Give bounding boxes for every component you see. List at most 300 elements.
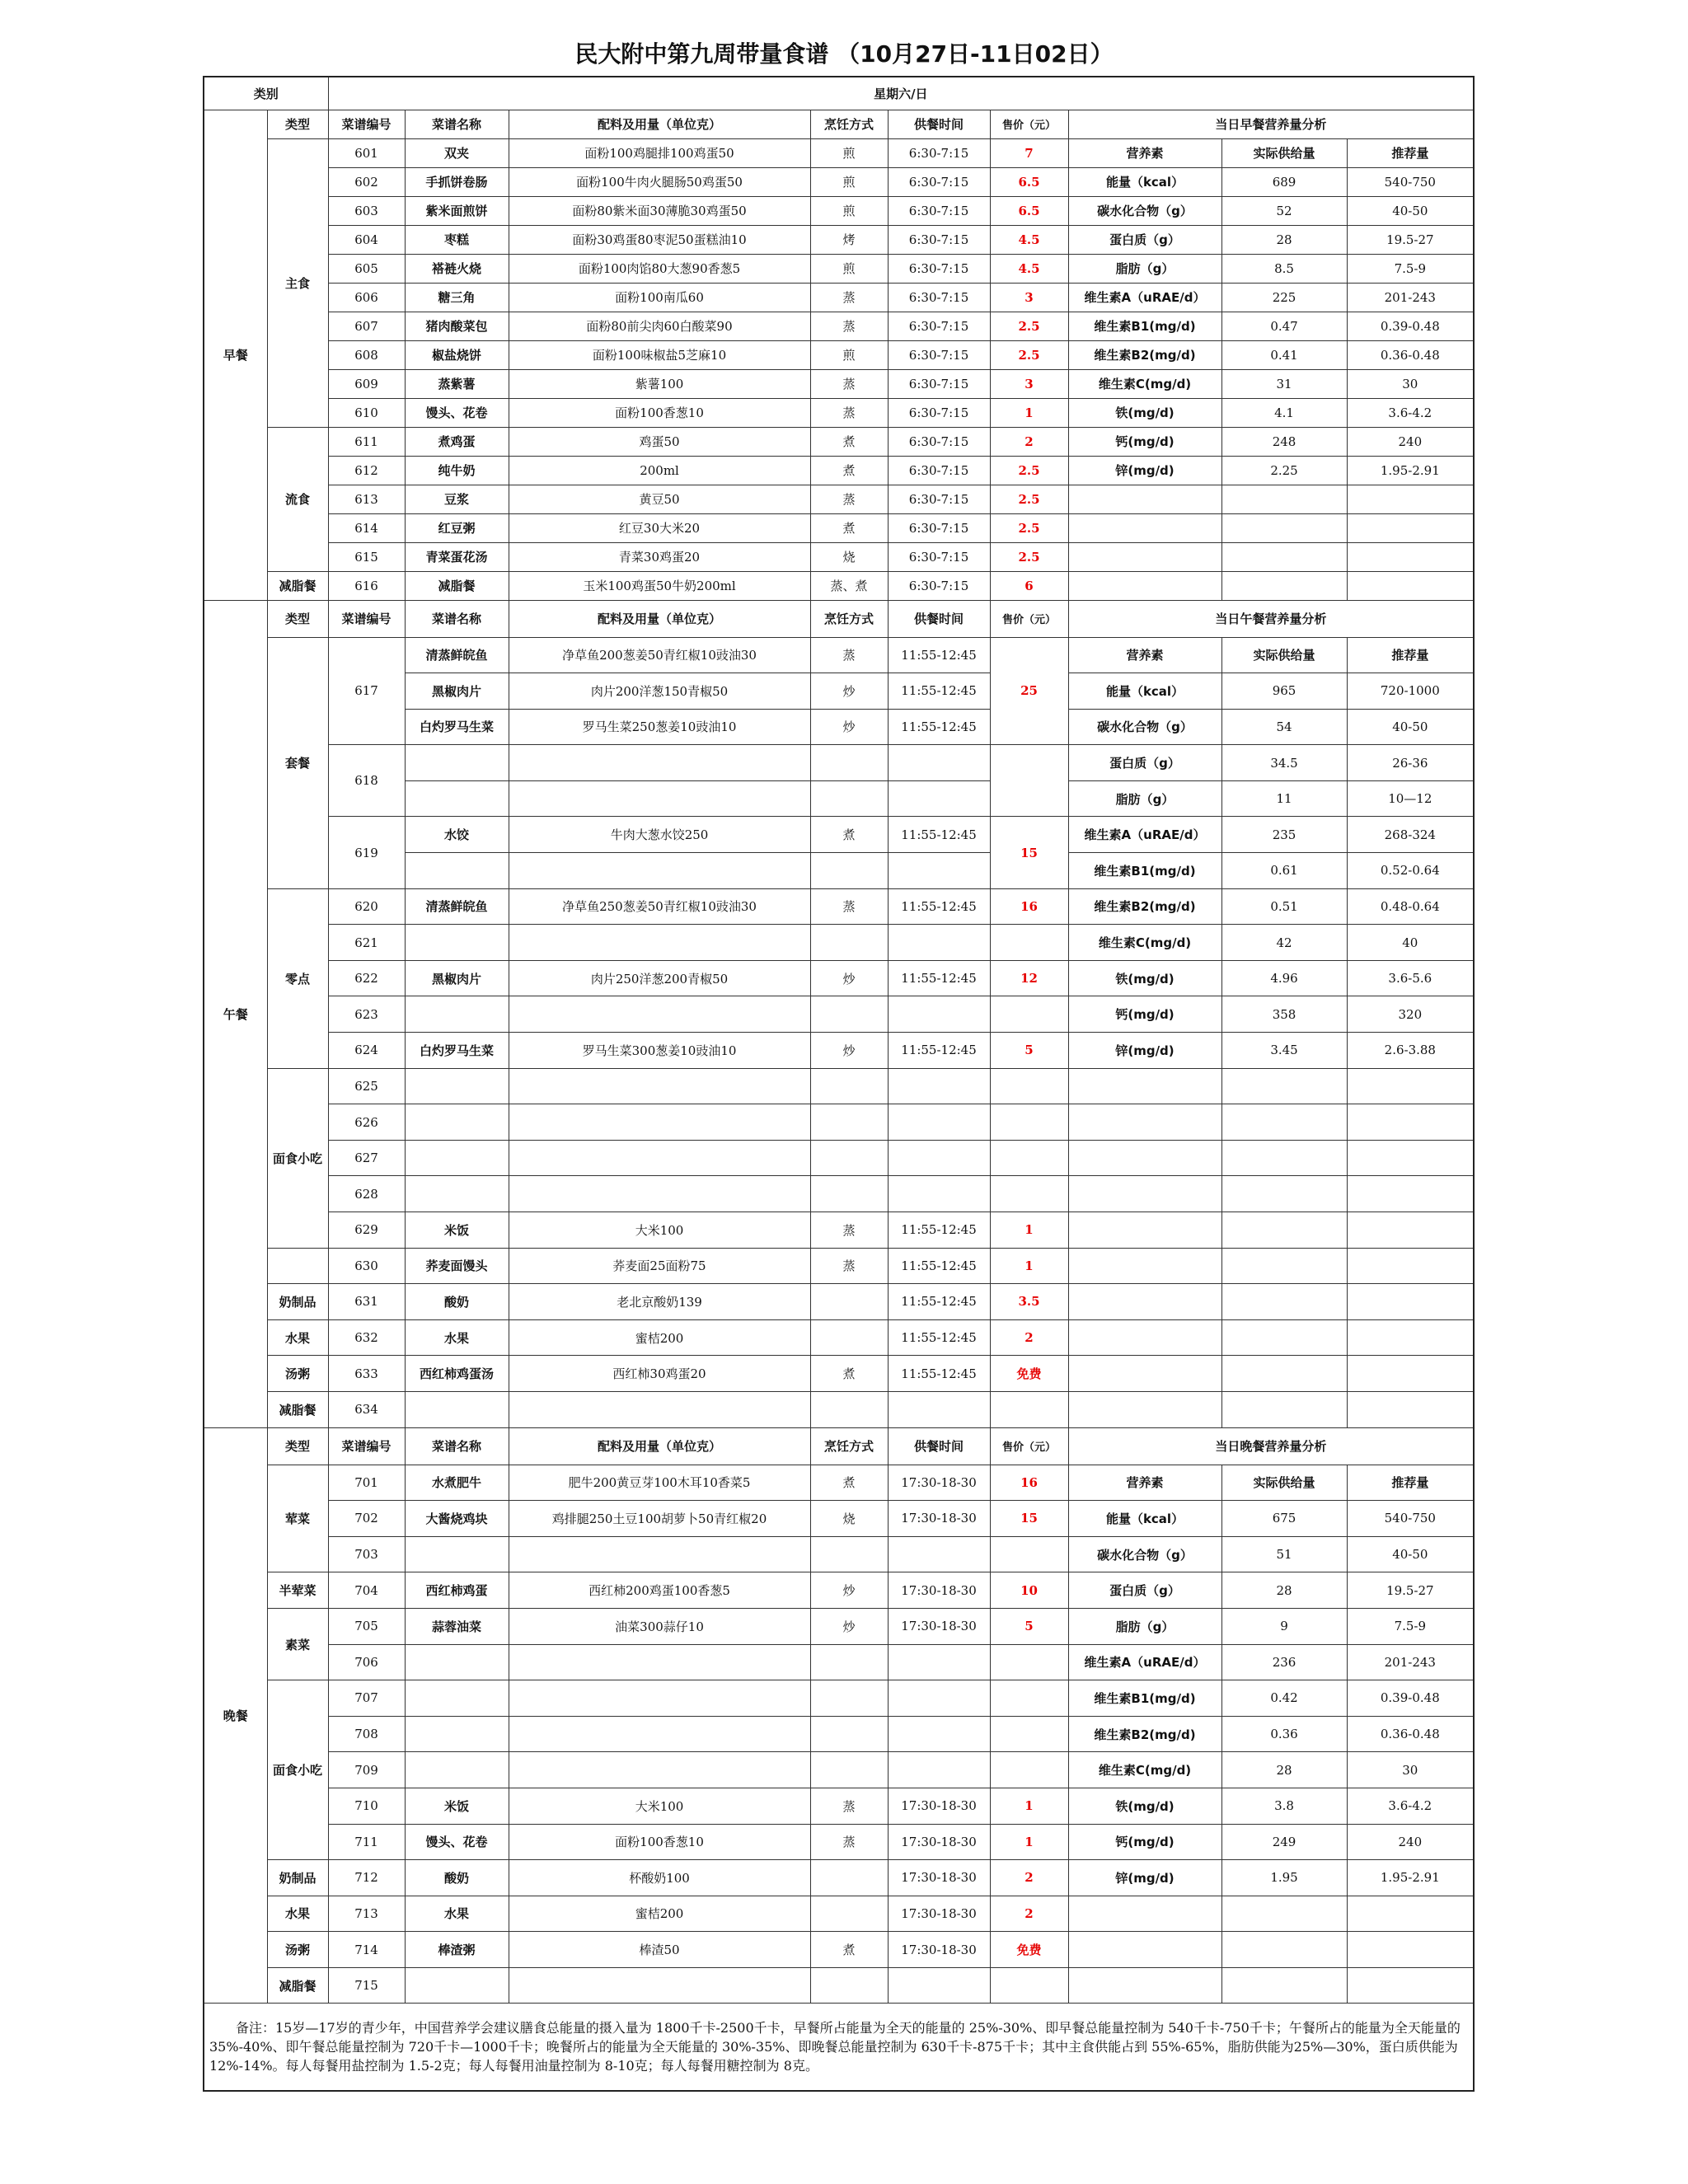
cooking-method-cell [810,1284,888,1320]
nutrient-recommended-cell: 26-36 [1347,745,1474,781]
column-header-name: 菜谱名称 [405,1427,509,1465]
dish-type-cell: 套餐 [267,637,328,888]
nutrient-recommended-cell [1347,1068,1474,1104]
dish-code-cell: 614 [328,513,405,542]
menu-row [204,283,1474,312]
dish-name-cell: 水饺 [405,817,509,853]
dish-code-cell: 715 [328,1967,405,2004]
nutrient-actual-cell: 4.96 [1221,960,1347,996]
dish-type-cell: 荤菜 [267,1465,328,1572]
cooking-method-cell [810,1860,888,1896]
dish-price-cell: 2.5 [990,312,1068,340]
nutrient-name-cell: 铁(mg/d) [1068,960,1221,996]
dish-code-cell: 610 [328,398,405,427]
nutrient-column-header: 营养素 [1068,637,1221,673]
nutrient-name-cell: 锌(mg/d) [1068,1033,1221,1069]
serving-time-cell [888,745,990,781]
cooking-method-cell [810,853,888,889]
dish-type-cell: 奶制品 [267,1284,328,1320]
serving-time-cell: 6:30-7:15 [888,138,990,167]
dish-code-cell: 622 [328,960,405,996]
dish-ingredients-cell: 肉片250洋葱200青椒50 [509,960,810,996]
menu-row [204,960,1474,996]
dish-code-cell: 601 [328,138,405,167]
dish-name-cell [405,1176,509,1212]
menu-row [204,1896,1474,1932]
recommended-column-header: 推荐量 [1347,138,1474,167]
category-header: 类别 [204,77,328,110]
dish-ingredients-cell [509,780,810,817]
column-header-name: 菜谱名称 [405,110,509,138]
dish-ingredients-cell [509,1176,810,1212]
dish-code-cell: 608 [328,340,405,369]
cooking-method-cell: 蒸 [810,398,888,427]
dish-price-cell: 2.5 [990,513,1068,542]
serving-time-cell [888,996,990,1033]
serving-time-cell: 6:30-7:15 [888,196,990,225]
cooking-method-cell [810,1536,888,1572]
dish-name-cell: 馒头、花卷 [405,1824,509,1860]
nutrient-name-cell: 钙(mg/d) [1068,996,1221,1033]
nutrient-name-cell [1068,542,1221,571]
menu-row [204,1033,1474,1069]
nutrient-actual-cell [1221,1248,1347,1284]
nutrient-recommended-cell [1347,1319,1474,1356]
nutrient-name-cell [1068,1932,1221,1968]
dish-code-cell: 615 [328,542,405,571]
dish-price-cell: 2.5 [990,485,1068,513]
nutrient-recommended-cell [1347,1932,1474,1968]
dish-price-cell: 16 [990,1465,1068,1501]
dish-code-cell: 712 [328,1860,405,1896]
dish-price-cell: 7 [990,138,1068,167]
cooking-method-cell: 炒 [810,960,888,996]
dish-code-cell: 714 [328,1932,405,1968]
dish-ingredients-cell: 西红柿200鸡蛋100香葱5 [509,1572,810,1609]
nutrient-name-cell: 维生素B2(mg/d) [1068,1716,1221,1752]
dish-code-cell: 634 [328,1391,405,1427]
menu-row [204,1356,1474,1392]
dish-code-cell: 627 [328,1140,405,1176]
dish-name-cell: 米饭 [405,1788,509,1824]
recommended-column-header: 推荐量 [1347,1465,1474,1501]
cooking-method-cell: 蒸 [810,1824,888,1860]
nutrient-recommended-cell: 7.5-9 [1347,1608,1474,1644]
actual-supply-column-header: 实际供给量 [1221,1465,1347,1501]
nutrient-name-cell: 能量（kcal） [1068,1501,1221,1537]
dish-type-cell: 奶制品 [267,1860,328,1896]
nutrient-actual-cell [1221,1140,1347,1176]
dish-ingredients-cell: 蜜桔200 [509,1319,810,1356]
nutrient-recommended-cell [1347,485,1474,513]
nutrient-actual-cell [1221,1212,1347,1249]
serving-time-cell: 6:30-7:15 [888,283,990,312]
cooking-method-cell: 炒 [810,1572,888,1609]
cooking-method-cell: 煮 [810,513,888,542]
cooking-method-cell: 煮 [810,456,888,485]
dish-name-cell [405,1140,509,1176]
dish-code-cell: 710 [328,1788,405,1824]
menu-row [204,1068,1474,1104]
nutrient-actual-cell: 54 [1221,709,1347,745]
dish-price-cell: 免费 [990,1356,1068,1392]
dish-ingredients-cell [509,1967,810,2004]
menu-row [204,996,1474,1033]
dish-ingredients-cell: 青菜30鸡蛋20 [509,542,810,571]
column-header-ingredients: 配料及用量（单位克） [509,110,810,138]
dish-name-cell: 双夹 [405,138,509,167]
nutrient-name-cell [1068,1319,1221,1356]
menu-row [204,427,1474,456]
dish-code-cell: 603 [328,196,405,225]
nutrient-actual-cell [1221,1356,1347,1392]
dish-name-cell: 酸奶 [405,1860,509,1896]
nutrient-recommended-cell: 268-324 [1347,817,1474,853]
meal-category-cell: 晚餐 [204,1427,267,2004]
dish-price-cell [990,1644,1068,1680]
serving-time-cell [888,1140,990,1176]
dish-name-cell: 白灼罗马生菜 [405,709,509,745]
dish-ingredients-cell [509,1716,810,1752]
serving-time-cell: 6:30-7:15 [888,485,990,513]
dish-name-cell [405,1680,509,1717]
serving-time-cell [888,853,990,889]
dish-name-cell: 米饭 [405,1212,509,1249]
nutrient-recommended-cell: 30 [1347,369,1474,398]
nutrient-actual-cell: 675 [1221,1501,1347,1537]
cooking-method-cell: 炒 [810,1033,888,1069]
dish-code-cell: 602 [328,167,405,196]
dish-ingredients-cell [509,853,810,889]
nutrient-name-cell [1068,1104,1221,1141]
dish-type-cell: 减脂餐 [267,1391,328,1427]
dish-price-cell: 3 [990,369,1068,398]
menu-row [204,1608,1474,1644]
menu-row [204,745,1474,781]
menu-row [204,456,1474,485]
nutrient-name-cell: 脂肪（g） [1068,780,1221,817]
dish-price-cell: 4.5 [990,254,1068,283]
nutrient-name-cell: 锌(mg/d) [1068,1860,1221,1896]
nutrient-actual-cell [1221,1391,1347,1427]
dish-type-cell: 主食 [267,138,328,427]
column-header-type: 类型 [267,1427,328,1465]
dish-price-cell [990,1752,1068,1788]
dish-code-cell: 704 [328,1572,405,1609]
dish-price-cell [990,1391,1068,1427]
dish-type-cell: 半荤菜 [267,1572,328,1609]
nutrient-name-cell: 能量（kcal） [1068,673,1221,710]
nutrient-recommended-cell: 3.6-4.2 [1347,1788,1474,1824]
dish-type-cell [267,1248,328,1284]
dish-ingredients-cell [509,1068,810,1104]
serving-time-cell: 11:55-12:45 [888,1248,990,1284]
dish-code-cell: 701 [328,1465,405,1501]
nutrient-name-cell [1068,1284,1221,1320]
cooking-method-cell [810,1644,888,1680]
nutrient-name-cell: 脂肪（g） [1068,1608,1221,1644]
dish-name-cell: 减脂餐 [405,571,509,600]
column-header-ingredients: 配料及用量（单位克） [509,600,810,637]
dish-ingredients-cell: 面粉100鸡腿排100鸡蛋50 [509,138,810,167]
nutrient-actual-cell: 1.95 [1221,1860,1347,1896]
dish-name-cell [405,745,509,781]
nutrient-actual-cell [1221,571,1347,600]
nutrient-actual-cell: 0.42 [1221,1680,1347,1717]
nutrient-actual-cell [1221,1104,1347,1141]
nutrient-recommended-cell [1347,1212,1474,1249]
dish-ingredients-cell: 面粉80前尖肉60白酸菜90 [509,312,810,340]
dish-ingredients-cell: 杯酸奶100 [509,1860,810,1896]
nutrient-actual-cell [1221,1967,1347,2004]
dish-code-cell: 706 [328,1644,405,1680]
dish-name-cell: 清蒸鲜皖鱼 [405,888,509,925]
nutrient-recommended-cell: 0.36-0.48 [1347,1716,1474,1752]
dish-price-cell [990,1536,1068,1572]
dish-type-cell: 减脂餐 [267,1967,328,2004]
page-title: 民大附中第九周带量食谱 （10月27日-11日02日） [574,40,1114,68]
nutrient-name-cell [1068,1068,1221,1104]
dish-type-cell: 汤粥 [267,1356,328,1392]
serving-time-cell [888,925,990,961]
dish-code-cell: 618 [328,745,405,817]
nutrient-recommended-cell: 40-50 [1347,1536,1474,1572]
nutrient-recommended-cell [1347,513,1474,542]
nutrient-actual-cell [1221,513,1347,542]
cooking-method-cell: 煎 [810,167,888,196]
column-header-price: 售价（元） [990,600,1068,637]
nutrient-name-cell: 维生素A（uRAE/d） [1068,283,1221,312]
nutrient-actual-cell [1221,1932,1347,1968]
nutrient-recommended-cell: 1.95-2.91 [1347,456,1474,485]
menu-row [204,138,1474,167]
dish-ingredients-cell [509,1104,810,1141]
dish-price-cell: 3.5 [990,1284,1068,1320]
nutrient-name-cell: 维生素A（uRAE/d） [1068,1644,1221,1680]
dish-name-cell: 褡裢火烧 [405,254,509,283]
nutrient-recommended-cell: 201-243 [1347,283,1474,312]
nutrient-name-cell: 维生素B2(mg/d) [1068,888,1221,925]
dish-type-cell: 水果 [267,1896,328,1932]
dish-code-cell: 630 [328,1248,405,1284]
dish-name-cell: 蒜蓉油菜 [405,1608,509,1644]
dish-ingredients-cell [509,1391,810,1427]
dish-price-cell: 1 [990,1248,1068,1284]
dish-code-cell: 709 [328,1752,405,1788]
nutrient-actual-cell: 249 [1221,1824,1347,1860]
dish-code-cell: 620 [328,888,405,925]
nutrient-recommended-cell: 201-243 [1347,1644,1474,1680]
serving-time-cell: 6:30-7:15 [888,167,990,196]
dish-code-cell: 703 [328,1536,405,1572]
serving-time-cell: 17:30-18-30 [888,1860,990,1896]
cooking-method-cell: 煮 [810,1932,888,1968]
cooking-method-cell: 烧 [810,1501,888,1537]
nutrient-recommended-cell: 30 [1347,1752,1474,1788]
serving-time-cell [888,1068,990,1104]
dish-code-cell: 609 [328,369,405,398]
dish-name-cell: 豆浆 [405,485,509,513]
dish-type-cell: 水果 [267,1319,328,1356]
nutrient-actual-cell: 34.5 [1221,745,1347,781]
dish-name-cell [405,996,509,1033]
serving-time-cell: 11:55-12:45 [888,1356,990,1392]
dish-name-cell [405,1068,509,1104]
dish-ingredients-cell [509,925,810,961]
nutrient-recommended-cell: 7.5-9 [1347,254,1474,283]
cooking-method-cell [810,1176,888,1212]
dish-code-cell: 624 [328,1033,405,1069]
menu-row [204,1212,1474,1249]
nutrient-actual-cell: 358 [1221,996,1347,1033]
nutrient-name-cell [1068,1896,1221,1932]
dish-name-cell [405,925,509,961]
nutrient-actual-cell [1221,1896,1347,1932]
menu-row [204,340,1474,369]
serving-time-cell: 17:30-18-30 [888,1896,990,1932]
nutrient-name-cell: 碳水化合物（g） [1068,709,1221,745]
dish-ingredients-cell: 荞麦面25面粉75 [509,1248,810,1284]
menu-row [204,1391,1474,1427]
nutrient-actual-cell: 8.5 [1221,254,1347,283]
serving-time-cell [888,1536,990,1572]
menu-row [204,1824,1474,1860]
nutrient-recommended-cell: 240 [1347,1824,1474,1860]
serving-time-cell: 6:30-7:15 [888,513,990,542]
dish-price-cell [990,925,1068,961]
menu-row [204,571,1474,600]
dish-name-cell [405,1752,509,1788]
nutrient-actual-cell: 51 [1221,1536,1347,1572]
dish-name-cell: 紫米面煎饼 [405,196,509,225]
menu-row [204,1284,1474,1320]
dish-price-cell: 12 [990,960,1068,996]
nutrient-actual-cell: 0.51 [1221,888,1347,925]
nutrient-column-header: 营养素 [1068,138,1221,167]
nutrient-actual-cell: 2.25 [1221,456,1347,485]
dish-ingredients-cell: 鸡蛋50 [509,427,810,456]
cooking-method-cell: 煮 [810,427,888,456]
serving-time-cell [888,1391,990,1427]
dish-name-cell: 手抓饼卷肠 [405,167,509,196]
dish-ingredients-cell [509,1680,810,1717]
menu-row [204,1501,1474,1537]
dish-ingredients-cell: 面粉100香葱10 [509,398,810,427]
dish-name-cell: 水煮肥牛 [405,1465,509,1501]
dish-name-cell: 清蒸鲜皖鱼 [405,637,509,673]
column-header-ingredients: 配料及用量（单位克） [509,1427,810,1465]
dish-name-cell: 酸奶 [405,1284,509,1320]
menu-row [204,1967,1474,2004]
dish-name-cell: 水果 [405,1896,509,1932]
nutrient-actual-cell: 11 [1221,780,1347,817]
nutrient-name-cell: 蛋白质（g） [1068,225,1221,254]
nutrient-actual-cell: 0.36 [1221,1716,1347,1752]
cooking-method-cell [810,1068,888,1104]
dish-name-cell: 青菜蛋花汤 [405,542,509,571]
cooking-method-cell: 蒸 [810,485,888,513]
serving-time-cell [888,780,990,817]
nutrient-actual-cell: 3.45 [1221,1033,1347,1069]
serving-time-cell: 11:55-12:45 [888,960,990,996]
serving-time-cell: 11:55-12:45 [888,1319,990,1356]
serving-time-cell [888,1176,990,1212]
dish-price-cell [990,1176,1068,1212]
dish-code-cell: 616 [328,571,405,600]
menu-row [204,1465,1474,1501]
section-header-row [204,600,1474,637]
nutrient-recommended-cell: 0.48-0.64 [1347,888,1474,925]
menu-row [204,888,1474,925]
nutrient-name-cell: 维生素B1(mg/d) [1068,1680,1221,1717]
nutrient-recommended-cell [1347,542,1474,571]
nutrient-actual-cell: 4.1 [1221,398,1347,427]
dish-price-cell: 6.5 [990,167,1068,196]
dish-code-cell: 632 [328,1319,405,1356]
nutrient-recommended-cell: 40-50 [1347,196,1474,225]
dish-ingredients-cell: 大米100 [509,1212,810,1249]
nutrient-name-cell [1068,1212,1221,1249]
dish-ingredients-cell: 紫薯100 [509,369,810,398]
nutrient-name-cell: 碳水化合物（g） [1068,1536,1221,1572]
dish-ingredients-cell: 鸡排腿250土豆100胡萝卜50青红椒20 [509,1501,810,1537]
dish-price-cell [990,1716,1068,1752]
nutrient-name-cell: 维生素C(mg/d) [1068,369,1221,398]
dish-code-cell: 607 [328,312,405,340]
nutrient-recommended-cell: 320 [1347,996,1474,1033]
dish-ingredients-cell: 肥牛200黄豆芽100木耳10香菜5 [509,1465,810,1501]
serving-time-cell: 6:30-7:15 [888,427,990,456]
dish-code-cell: 619 [328,817,405,888]
nutrient-name-cell: 维生素B1(mg/d) [1068,312,1221,340]
dish-name-cell [405,1967,509,2004]
serving-time-cell: 17:30-18-30 [888,1788,990,1824]
dish-name-cell [405,1644,509,1680]
nutrient-actual-cell: 236 [1221,1644,1347,1680]
nutrient-actual-cell [1221,1319,1347,1356]
nutrient-name-cell [1068,1967,1221,2004]
nutrient-recommended-cell: 3.6-5.6 [1347,960,1474,996]
dish-code-cell: 633 [328,1356,405,1392]
nutrient-recommended-cell: 10—12 [1347,780,1474,817]
nutrient-name-cell: 锌(mg/d) [1068,456,1221,485]
nutrient-name-cell [1068,1356,1221,1392]
column-header-time: 供餐时间 [888,110,990,138]
column-header-type: 类型 [267,110,328,138]
cooking-method-cell: 烤 [810,225,888,254]
cooking-method-cell: 蒸 [810,1212,888,1249]
dish-ingredients-cell: 面粉100肉馅80大葱90香葱5 [509,254,810,283]
cooking-method-cell: 炒 [810,709,888,745]
notes-row [204,2004,1474,2091]
nutrient-actual-cell: 52 [1221,196,1347,225]
menu-row [204,167,1474,196]
dish-name-cell: 红豆粥 [405,513,509,542]
dish-name-cell: 椒盐烧饼 [405,340,509,369]
dish-price-cell: 4.5 [990,225,1068,254]
actual-supply-column-header: 实际供给量 [1221,138,1347,167]
menu-row [204,1319,1474,1356]
dish-code-cell: 623 [328,996,405,1033]
nutrient-actual-cell [1221,1068,1347,1104]
serving-time-cell: 6:30-7:15 [888,369,990,398]
menu-row [204,1248,1474,1284]
dish-code-cell: 711 [328,1824,405,1860]
column-header-cooking: 烹饪方式 [810,600,888,637]
nutrient-actual-cell: 235 [1221,817,1347,853]
nutrition-analysis-header: 当日午餐营养量分析 [1068,600,1474,637]
cooking-method-cell: 炒 [810,673,888,710]
